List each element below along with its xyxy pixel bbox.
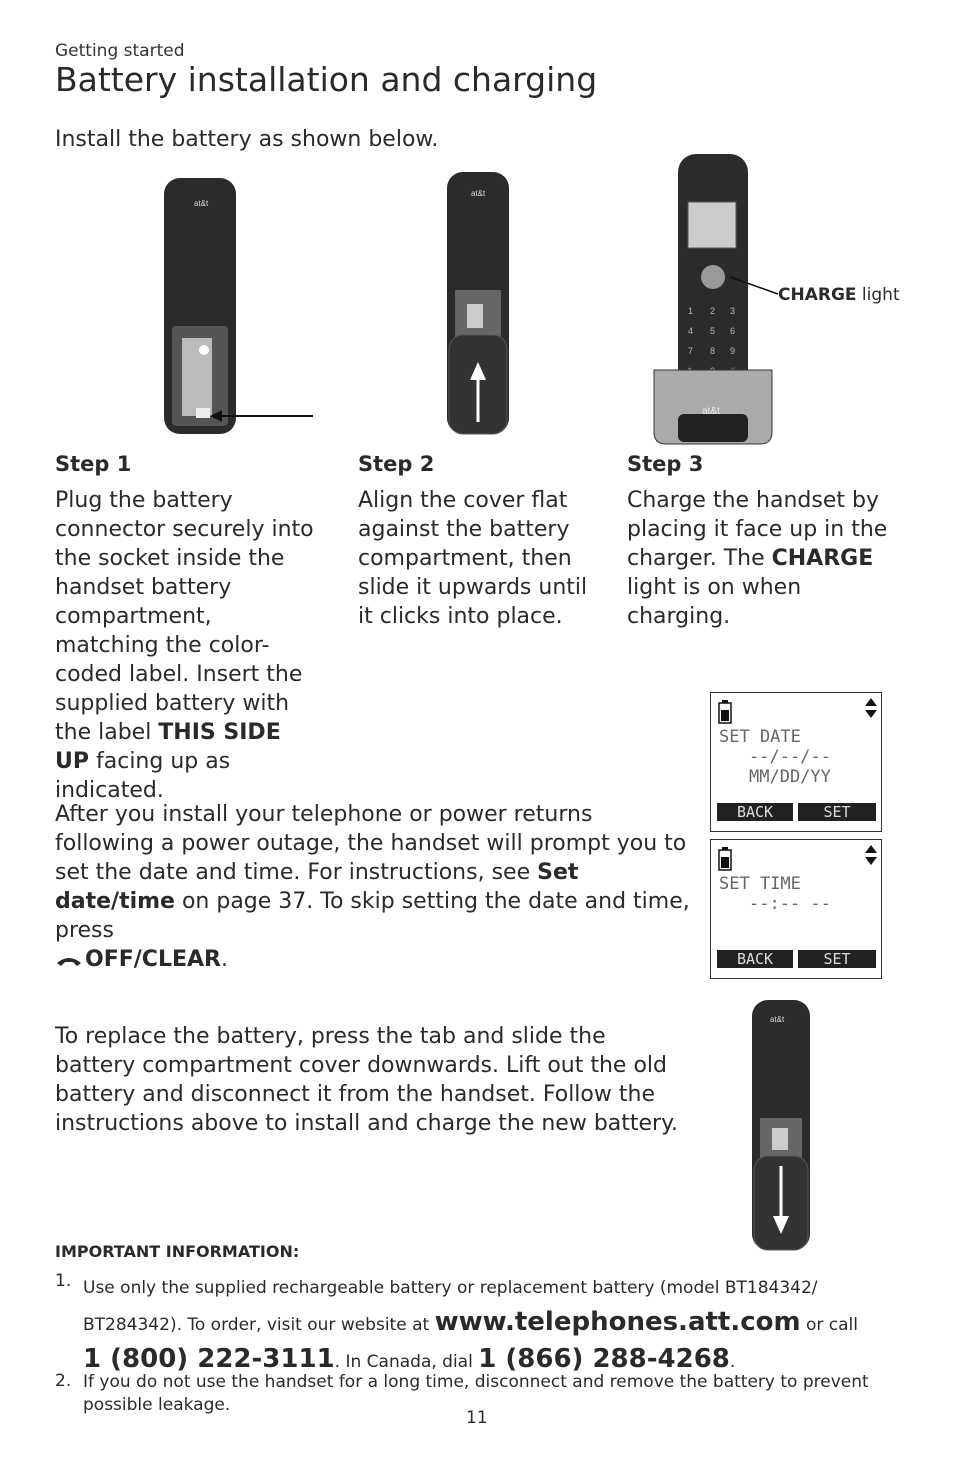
lcd-set-date-screen xyxy=(710,692,882,832)
important-item1-number: 1. xyxy=(55,1271,72,1291)
after-install-text xyxy=(55,800,695,975)
charge-light-pointer xyxy=(728,274,780,298)
step3-heading: Step 3 xyxy=(627,452,704,476)
svg-text:6: 6 xyxy=(730,326,736,336)
after-install-text-a: After you install your telephone or power returns following a power outage, the handset will prompt you to set the date and time. For instructions, see xyxy=(55,802,687,885)
handset-back-open-illustration xyxy=(160,176,320,438)
softkey-set: SET xyxy=(798,803,876,821)
lcd-line2: --:-- -- xyxy=(749,894,831,914)
intro-text: Install the battery as shown below. xyxy=(55,127,439,152)
svg-text:at&t: at&t xyxy=(770,1015,785,1024)
softkey-set: SET xyxy=(798,950,876,968)
page-number: 11 xyxy=(466,1408,488,1428)
important-item1-text-d: . xyxy=(729,1352,736,1372)
step1-heading: Step 1 xyxy=(55,452,132,476)
phone-number-canada: 1 (866) 288-4268 xyxy=(478,1344,730,1374)
step1-bold: THIS SIDE UP xyxy=(55,720,281,774)
svg-text:7: 7 xyxy=(688,346,694,356)
important-item2-number: 2. xyxy=(55,1371,72,1391)
lcd-line2: --/--/-- xyxy=(749,747,831,767)
svg-text:4: 4 xyxy=(688,326,694,336)
important-item1 xyxy=(83,1271,893,1379)
handset-cover-slide-up-illustration xyxy=(445,170,515,438)
lcd-line1: SET DATE xyxy=(719,727,801,747)
important-item1-text-a: Use only the supplied rechargeable battery or replacement battery (model BT184342/ BT284342). To order, visit our website at xyxy=(83,1278,818,1335)
charge-label-bold: CHARGE xyxy=(778,285,857,305)
charge-light-label xyxy=(778,285,900,305)
section-label: Getting started xyxy=(55,41,185,61)
step1-text-b: facing up as indicated. xyxy=(55,749,231,803)
scroll-arrows-icon xyxy=(864,697,878,719)
important-item2: If you do not use the handset for a long time, disconnect and remove the battery to prevent possible leakage. xyxy=(83,1372,869,1415)
important-item1-text-b: or call xyxy=(800,1315,859,1335)
svg-text:at&t: at&t xyxy=(702,406,720,417)
website-link[interactable]: www.telephones.att.com xyxy=(434,1307,801,1337)
svg-text:8: 8 xyxy=(710,346,716,356)
phone-number-us: 1 (800) 222-3111 xyxy=(83,1344,335,1374)
step3-text xyxy=(627,486,897,631)
lcd-line3: MM/DD/YY xyxy=(749,767,831,787)
step3-text-a: Charge the handset by placing it face up in the charger. The xyxy=(627,488,888,571)
svg-text:5: 5 xyxy=(710,326,716,336)
battery-icon xyxy=(718,700,732,724)
step3-text-b: light is on when charging. xyxy=(627,575,802,629)
important-heading: IMPORTANT INFORMATION: xyxy=(55,1242,300,1261)
important-item1-text-c: . In Canada, dial xyxy=(334,1352,479,1372)
step2-text: Align the cover flat against the battery compartment, then slide it upwards until it clicks into place. xyxy=(358,488,588,629)
phone-hangup-icon xyxy=(55,946,85,975)
softkey-back: BACK xyxy=(717,950,793,968)
softkey-back: BACK xyxy=(717,803,793,821)
after-install-text-c: . xyxy=(220,947,228,972)
handset-in-charger-illustration xyxy=(650,152,780,448)
handset-cover-slide-down-illustration xyxy=(750,998,814,1254)
page-title: Battery installation and charging xyxy=(55,60,598,99)
off-clear-key: OFF/CLEAR xyxy=(85,947,221,972)
svg-text:at&t: at&t xyxy=(471,189,486,198)
lcd-set-time-screen xyxy=(710,839,882,979)
svg-text:3: 3 xyxy=(730,306,736,316)
step2-heading: Step 2 xyxy=(358,452,435,476)
battery-icon xyxy=(718,847,732,871)
charge-label-rest: light xyxy=(856,285,900,305)
scroll-arrows-icon xyxy=(864,844,878,866)
after-install-text-b: on page 37. To skip setting the date and time, press xyxy=(55,889,690,943)
step1-text-a: Plug the battery connector securely into the socket inside the handset battery compartment, matching the color-coded label. Insert the supplied battery with the label xyxy=(55,488,314,745)
svg-text:2: 2 xyxy=(710,306,716,316)
svg-text:1: 1 xyxy=(688,306,694,316)
step3-bold: CHARGE xyxy=(771,546,874,571)
brand-logo: at&t xyxy=(194,199,209,208)
lcd-line1: SET TIME xyxy=(719,874,801,894)
replace-battery-text: To replace the battery, press the tab and slide the battery compartment cover downwards. Lift out the old battery and disconnect it from the handset. Follow the instructions above to install and charge the new battery. xyxy=(55,1024,678,1136)
step1-text xyxy=(55,486,317,805)
set-date-time-ref: Set date/time xyxy=(55,860,579,914)
svg-text:9: 9 xyxy=(730,346,736,356)
